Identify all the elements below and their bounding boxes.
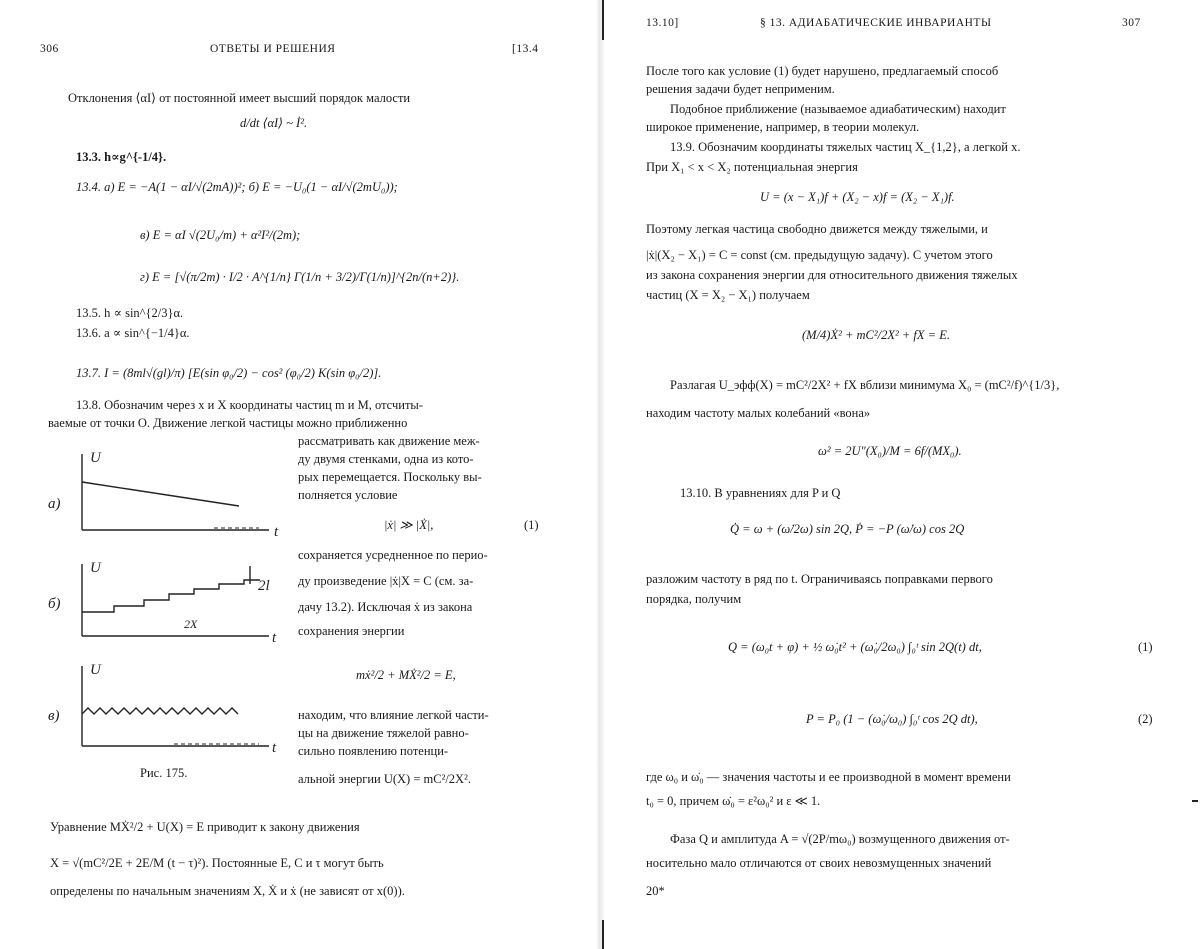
margin-mark <box>1192 800 1198 802</box>
equation: (M/4)Ẋ² + mC²/2X² + fX = E. <box>802 328 950 342</box>
figure-mark-2x: 2X <box>184 617 198 631</box>
equation: Q = (ω₀t + φ) + ½ ω̇₀t² + (ω̇₀/2ω₀) ∫₀ᵗ sin 2Q(t) dt, <box>728 640 982 654</box>
text-line: 13.9. Обозначим координаты тяжелых частиц X_{1,2}, а легкой x. <box>670 140 1021 154</box>
text-line: t₀ = 0, причем ω̇₀ = ε²ω₀² и ε ≪ 1. <box>646 794 821 808</box>
text-line: После того как условие (1) будет нарушено, предлагаемый способ <box>646 64 999 78</box>
equation-number: (2) <box>1138 712 1153 726</box>
text-line: ду произведение |ẋ|X = C (см. за- <box>298 574 474 588</box>
figure-label-b: б) <box>48 596 61 612</box>
answer-13-4-g: г) E = [√(π/2m) · I/2 · A^{1/n} Γ(1/n + 3/2)/Γ(1/n)]^{2n/(n+2)}. <box>140 270 460 284</box>
text-line: находим, что влияние легкой части- <box>298 708 489 722</box>
text-line: рассматривать как движение меж- <box>298 434 480 448</box>
answer-13-4-v: в) E = αI √(2U₀/m) + α²I²/(2m); <box>140 228 301 242</box>
text-line: |ẋ|(X₂ − X₁) = C = const (см. предыдущую задачу). С учетом этого <box>646 248 993 262</box>
equation-number: (1) <box>1138 640 1153 654</box>
text-line: ваемые от точки O. Движение легкой частицы можно приближенно <box>48 416 408 430</box>
figure-axis-t: t <box>272 630 277 646</box>
figure-label-c: в) <box>48 708 60 724</box>
text-line: определены по начальным значениям X, Ẋ и ẋ (не зависят от x(0)). <box>50 884 405 898</box>
figure-mark-2l: 2l <box>258 578 270 594</box>
text-line: сохранения энергии <box>298 624 405 638</box>
equation: P = P₀ (1 − (ω̇₀/ω₀) ∫₀ᵗ cos 2Q dt), <box>806 712 978 726</box>
text-line: Уравнение MẊ²/2 + U(X) = E приводит к закону движения <box>50 820 360 834</box>
figure-axis-u: U <box>90 560 101 576</box>
answer-13-5: 13.5. h ∝ sin^{2/3}α. <box>76 306 184 320</box>
figure-axis-u: U <box>90 450 101 466</box>
left-running-head: ОТВЕТЫ И РЕШЕНИЯ <box>210 43 336 55</box>
text-line: альной энергии U(X) = mC²/2X². <box>298 772 471 786</box>
text-line: дачу 13.2). Исключая ẋ из закона <box>298 600 473 614</box>
figure-axis-u: U <box>90 662 101 678</box>
text-line: где ω₀ и ω̇₀ — значения частоты и ее производной в момент времени <box>646 770 1011 784</box>
equation-number: (1) <box>524 518 539 532</box>
answer-13-6: 13.6. a ∝ sin^{−1/4}α. <box>76 326 190 340</box>
text-line: сильно появлению потенци- <box>298 744 449 758</box>
equation: |ẋ| ≫ |Ẋ|, <box>384 518 434 532</box>
right-running-head: § 13. АДИАБАТИЧЕСКИЕ ИНВАРИАНТЫ <box>760 17 992 29</box>
text-line: носительно мало отличаются от своих невозмущенных значений <box>646 856 992 870</box>
text-line: При X₁ < x < X₂ потенциальная энергия <box>646 160 858 174</box>
text-line: рых перемещается. Поскольку вы- <box>298 470 482 484</box>
equation: mẋ²/2 + MẊ²/2 = E, <box>356 668 456 682</box>
figure-axis-t: t <box>274 524 279 540</box>
right-page <box>610 0 1200 949</box>
binding-mark <box>602 920 604 949</box>
equation: d/dt ⟨αI⟩ ~ İ². <box>240 116 308 130</box>
page-signature: 20* <box>646 884 665 898</box>
figure-axis-t: t <box>272 740 277 756</box>
right-page-number: 307 <box>1122 17 1141 29</box>
text-line: Подобное приближение (называемое адиабатическим) находит <box>670 102 1006 116</box>
answer-13-3: 13.3. h∝g^{-1/4}. <box>76 150 167 164</box>
text-line: решения задачи будет неприменим. <box>646 82 835 96</box>
left-page-number: 306 <box>40 43 59 55</box>
text-line: порядка, получим <box>646 592 742 606</box>
figure-caption: Рис. 175. <box>140 766 188 780</box>
text-line: ду двумя стенками, одна из кото- <box>298 452 474 466</box>
equation: Q̇ = ω + (ω̇/2ω) sin 2Q, Ṗ = −P (ω̇/ω) cos 2Q <box>730 522 965 536</box>
answer-13-4-ab: 13.4. а) E = −A(1 − αI/√(2mA))²; б) E = −U₀(1 − αI/√(2mU₀)); <box>76 180 398 194</box>
text-line: X = √(mC²/2E + 2E/M (t − τ)²). Постоянные E, C и τ могут быть <box>50 856 384 870</box>
text-line: сохраняется усредненное по перио- <box>298 548 488 562</box>
text-line: Поэтому легкая частица свободно движется между тяжелыми, и <box>646 222 988 236</box>
text-line: из закона сохранения энергии для относительного движения тяжелых <box>646 268 1018 282</box>
figure-175 <box>44 444 294 764</box>
right-section-ref: 13.10] <box>646 17 679 29</box>
text-line: частиц (X = X₂ − X₁) получаем <box>646 288 810 302</box>
text-line: широкое применение, например, в теории молекул. <box>646 120 920 134</box>
left-page <box>0 0 590 949</box>
text-line: 13.10. В уравнениях для P и Q <box>680 486 841 500</box>
text-line: находим частоту малых колебаний «вона» <box>646 406 871 420</box>
text-line: разложим частоту в ряд по t. Ограничиваясь поправками первого <box>646 572 993 586</box>
equation: ω² = 2U″(X₀)/M = 6f/(MX₀). <box>818 444 962 458</box>
binding-mark <box>602 0 604 40</box>
left-section-ref: [13.4 <box>512 43 539 55</box>
figure-label-a: а) <box>48 496 61 512</box>
text-line: Разлагая U_эфф(X) = mC²/2X² + fX вблизи минимума X₀ = (mC²/f)^{1/3}, <box>670 378 1060 392</box>
equation: U = (x − X₁)f + (X₂ − x)f = (X₂ − X₁)f. <box>760 190 955 204</box>
text-line: Отклонения ⟨αI⟩ от постоянной имеет высший порядок малости <box>68 91 411 105</box>
text-line: полняется условие <box>298 488 398 502</box>
text-line: Фаза Q и амплитуда A = √(2P/mω₀) возмущенного движения от- <box>670 832 1010 846</box>
answer-13-7: 13.7. I = (8ml√(gl)/π) [E(sin φ₀/2) − cos² (φ₀/2) K(sin φ₀/2)]. <box>76 366 382 380</box>
text-line: цы на движение тяжелой равно- <box>298 726 469 740</box>
book-gutter <box>596 0 604 949</box>
text-line: 13.8. Обозначим через x и X координаты частиц m и M, отсчиты- <box>76 398 423 412</box>
